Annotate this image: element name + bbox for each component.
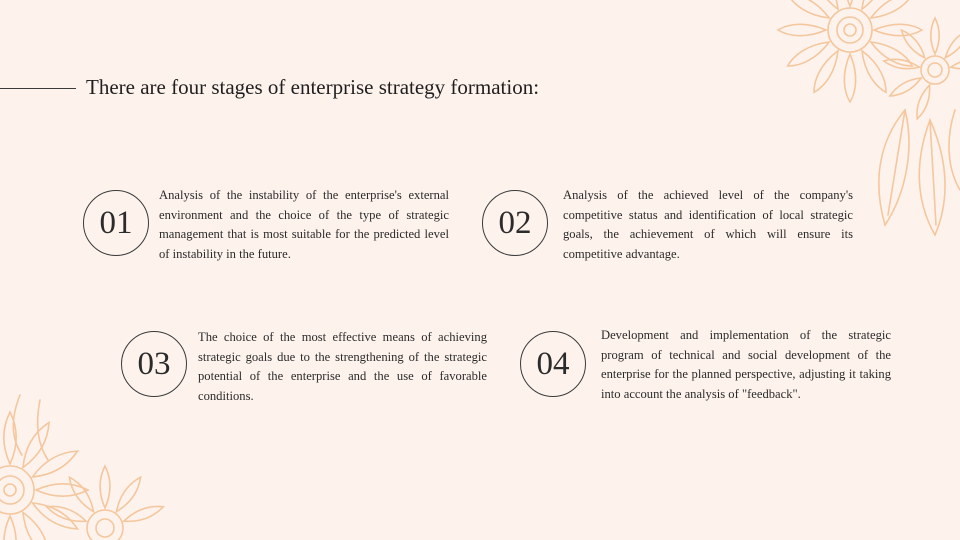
stage-description-01: Analysis of the instability of the enterprise's external environment and the choice of the type of strategic management that is most suitable for the predicted level of instability in the future.: [159, 188, 449, 261]
stage-number-04: 04: [520, 331, 586, 397]
title-divider: [0, 88, 76, 89]
stage-number-03: 03: [121, 331, 187, 397]
flower-top-right: [778, 0, 922, 102]
stage-description-02: Analysis of the achieved level of the company's competitive status and identification of local strategic goals, the achievement of which will ensure its competitive advantage.: [563, 188, 853, 261]
stage-number-01: 01: [83, 190, 149, 256]
stage-description-03: The choice of the most effective means of achieving strategic goals due to the strengthening of the strategic potential of the enterprise and the use of favorable conditions.: [198, 330, 487, 403]
stage-description-04: Development and implementation of the strategic program of technical and social development of the enterprise for the planned perspective, adjusting it taking into account the analysis of "feedback".: [601, 328, 891, 401]
stage-number-02: 02: [482, 190, 548, 256]
page-title: There are four stages of enterprise strategy formation:: [86, 75, 540, 99]
